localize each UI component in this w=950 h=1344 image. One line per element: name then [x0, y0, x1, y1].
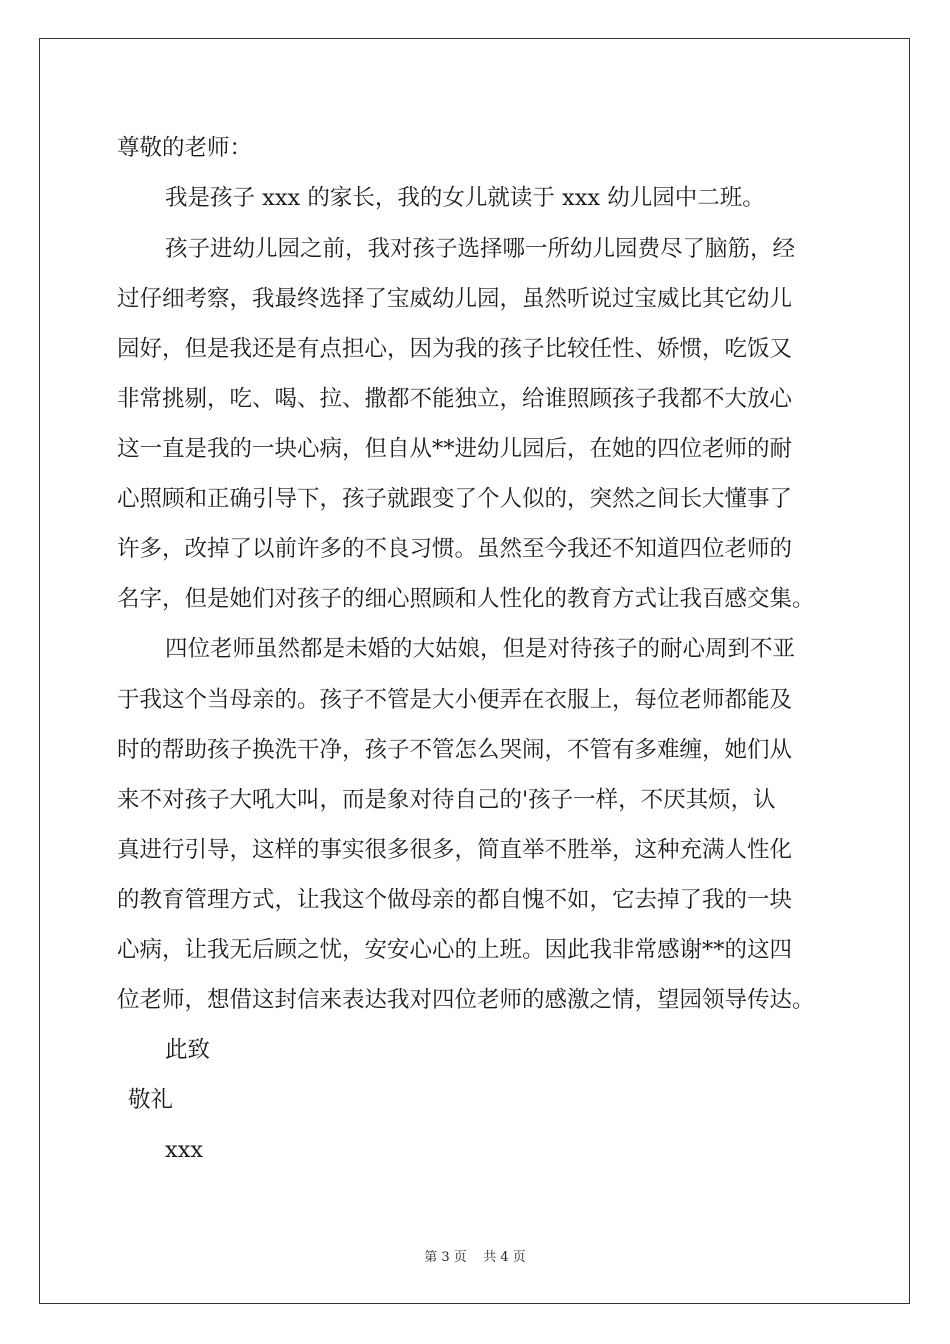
- salutation: 尊敬的老师：: [117, 135, 253, 161]
- letter-line: 位老师，想借这封信来表达我对四位老师的感激之情，望园领导传达。: [117, 987, 815, 1013]
- letter-line: 这一直是我的一块心病，但自从**进幼儿园后，在她的四位老师的耐: [117, 436, 793, 462]
- signature: xxx: [165, 1137, 204, 1163]
- letter-line: 名字，但是她们对孩子的细心照顾和人性化的教育方式让我百感交集。: [117, 586, 815, 612]
- letter-line: 非常挑剔，吃、喝、拉、撒都不能独立，给谁照顾孩子我都不大放心: [117, 386, 793, 412]
- page-total: 共 4 页: [483, 1250, 526, 1265]
- letter-line: 我是孩子 xxx 的家长，我的女儿就读于 xxx 幼儿园中二班。: [165, 185, 765, 211]
- letter-line: 来不对孩子大吼大叫，而是象对待自己的'孩子一样，不厌其烦，认: [117, 787, 776, 813]
- page-footer: [0, 1246, 950, 1265]
- letter-line: 过仔细考察，我最终选择了宝威幼儿园，虽然听说过宝威比其它幼儿: [117, 286, 793, 312]
- letter-line: 心照顾和正确引导下，孩子就跟变了个人似的，突然之间长大懂事了: [117, 486, 793, 512]
- letter-line: 许多，改掉了以前许多的不良习惯。虽然至今我还不知道四位老师的: [117, 536, 793, 562]
- closing-line-2: 敬礼: [128, 1087, 174, 1113]
- letter-line: 四位老师虽然都是未婚的大姑娘，但是对待孩子的耐心周到不亚: [165, 636, 796, 662]
- letter-line: 心病，让我无后顾之忧，安安心心的上班。因此我非常感谢**的这四: [117, 937, 793, 963]
- page-number: 第 3 页: [424, 1250, 467, 1265]
- letter-line: 真进行引导，这样的事实很多很多，简直举不胜举，这种充满人性化: [117, 837, 793, 863]
- letter-line: 于我这个当母亲的。孩子不管是大小便弄在衣服上，每位老师都能及: [117, 687, 793, 713]
- closing-line-1: 此致: [165, 1037, 211, 1063]
- letter-line: 园好，但是我还是有点担心，因为我的孩子比较任性、娇惯，吃饭又: [117, 336, 793, 362]
- letter-line: 时的帮助孩子换洗干净，孩子不管怎么哭闹，不管有多难缠，她们从: [117, 737, 793, 763]
- letter-line: 的教育管理方式，让我这个做母亲的都自愧不如，它去掉了我的一块: [117, 887, 793, 913]
- letter-line: 孩子进幼儿园之前，我对孩子选择哪一所幼儿园费尽了脑筋，经: [165, 236, 796, 262]
